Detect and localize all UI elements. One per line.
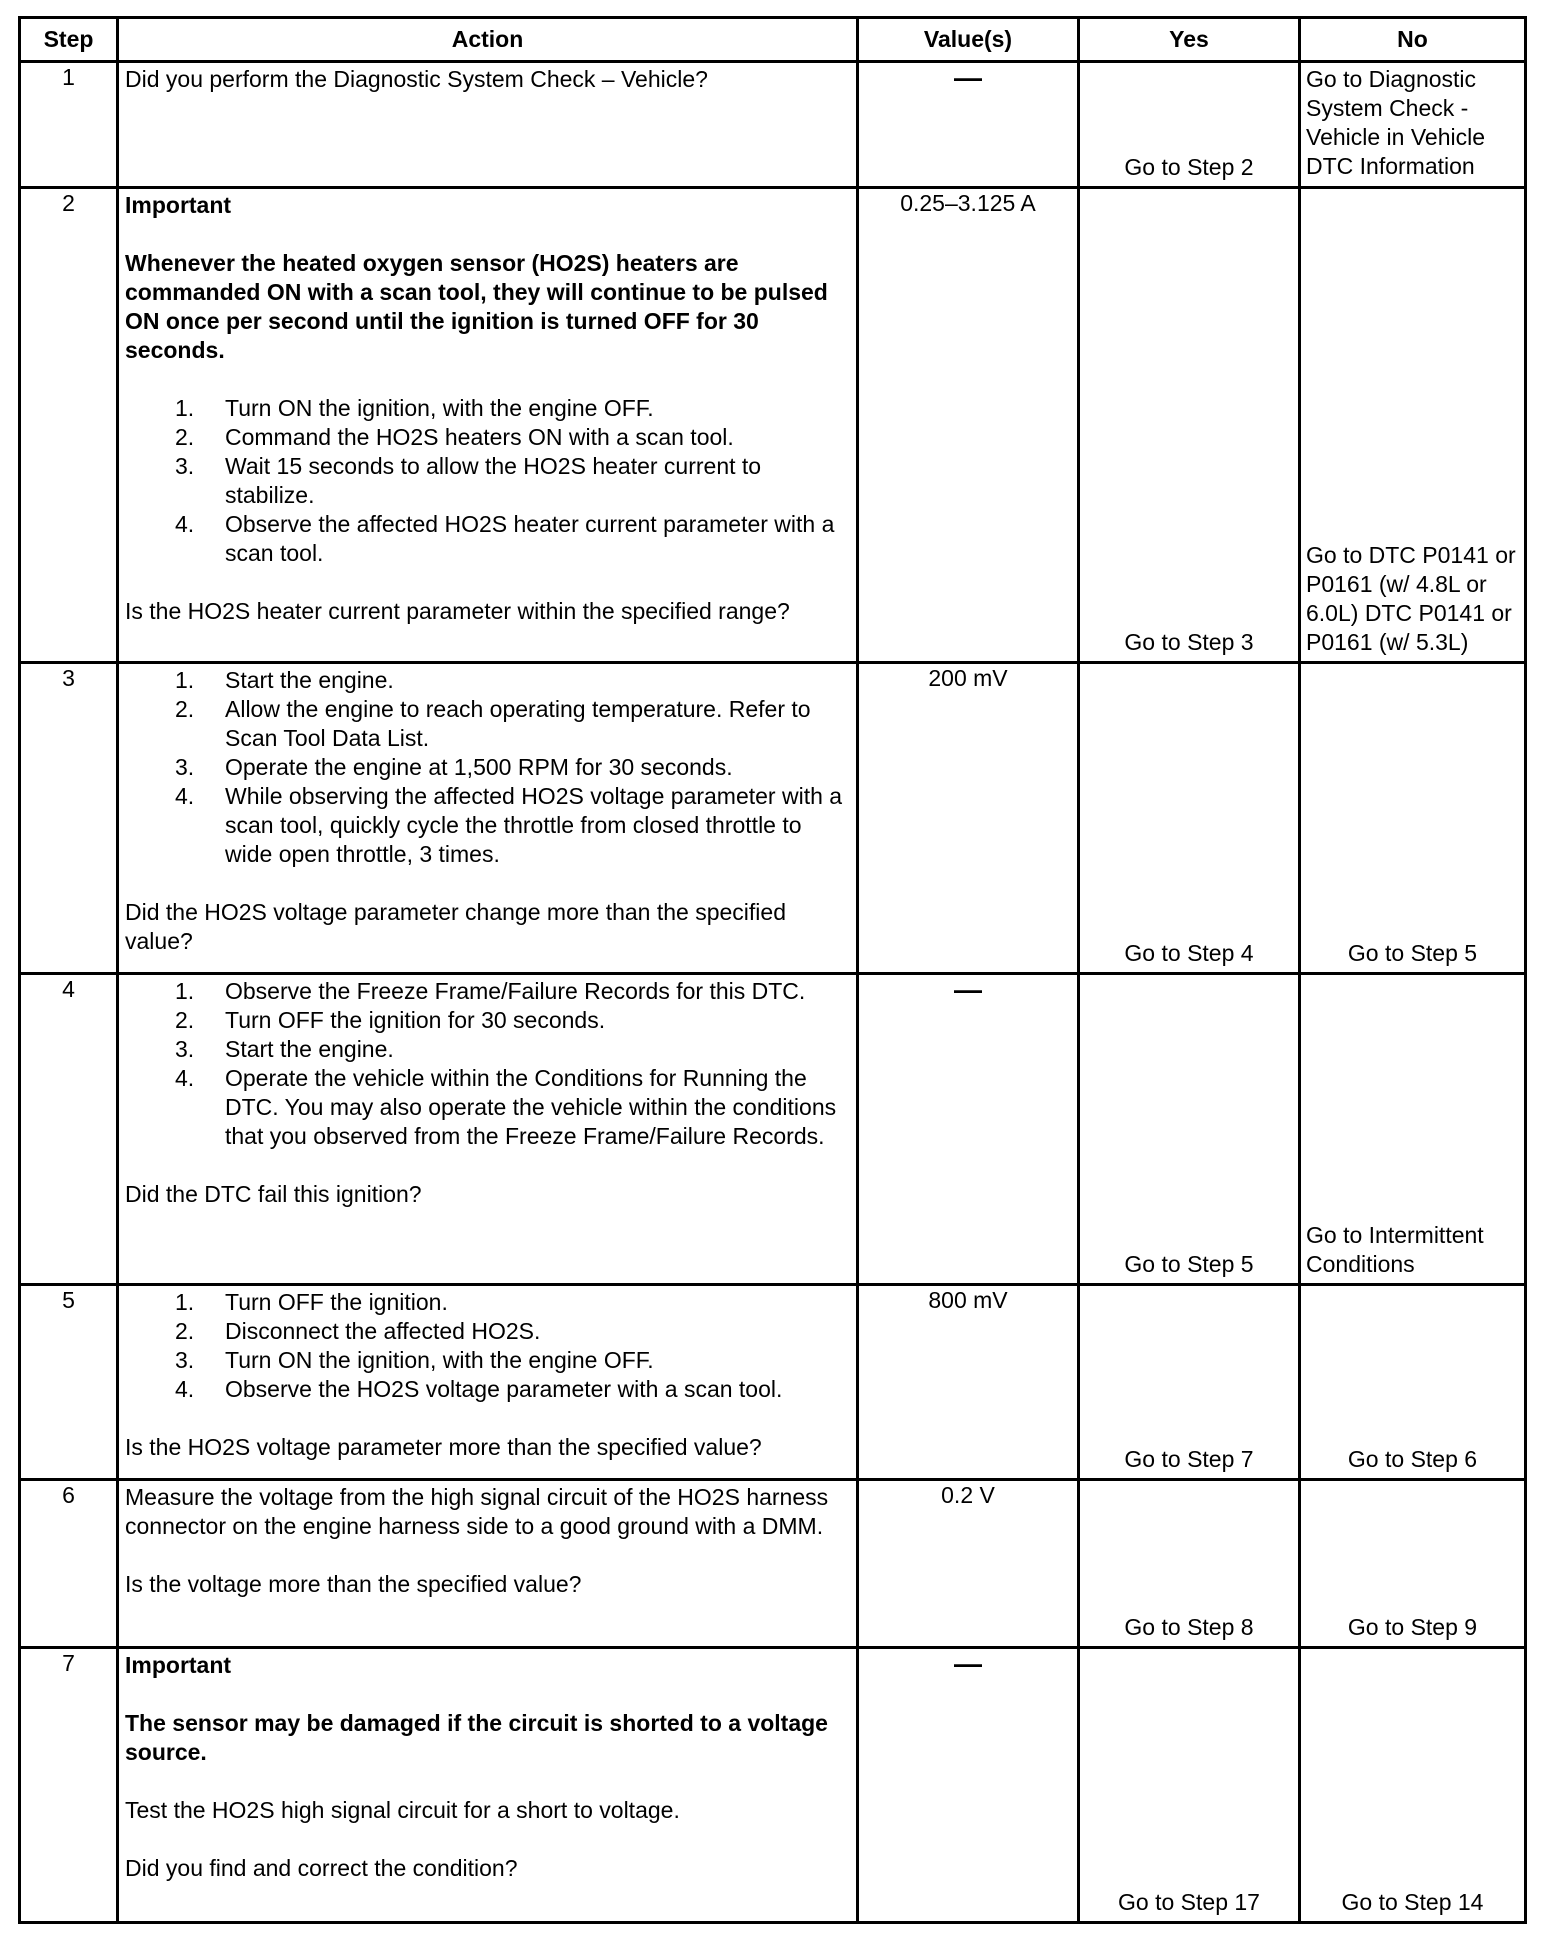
value-cell <box>858 1648 1079 1923</box>
list-item: 4. Observe the HO2S voltage parameter with a scan tool. <box>175 1376 783 1402</box>
no-link[interactable]: Go to Step 5 <box>1347 940 1478 966</box>
table-row-step-6 <box>20 1480 1526 1648</box>
yes-cell <box>1079 1285 1300 1480</box>
instruction-text: Test the HO2S high signal circuit for a short to voltage. <box>125 1797 680 1823</box>
list-item: 3. Wait 15 seconds to allow the HO2S heater current to stabilize. <box>175 453 762 508</box>
list-item: 1. Observe the Freeze Frame/Failure Records for this DTC. <box>175 978 806 1004</box>
list-item: 1. Start the engine. <box>175 667 394 693</box>
no-cell <box>1300 974 1526 1285</box>
value-text: — <box>954 62 982 93</box>
procedure-list <box>125 394 850 568</box>
yes-link[interactable]: Go to Step 4 <box>1124 940 1254 966</box>
important-text: The sensor may be damaged if the circuit is shorted to a voltage source. <box>125 1710 828 1765</box>
value-cell <box>858 663 1079 974</box>
yes-link[interactable]: Go to Step 17 <box>1118 1889 1260 1915</box>
procedure-list <box>125 666 850 869</box>
step-number: 5 <box>20 1285 118 1480</box>
no-link[interactable]: Go to Step 9 <box>1347 1614 1478 1640</box>
list-item: 4. Observe the affected HO2S heater current parameter with a scan tool. <box>175 511 835 566</box>
list-item: 2. Command the HO2S heaters ON with a scan tool. <box>175 424 734 450</box>
action-cell <box>118 62 858 188</box>
no-cell <box>1300 1285 1526 1480</box>
no-cell <box>1300 188 1526 663</box>
step-number: 1 <box>20 62 118 188</box>
no-cell <box>1300 1648 1526 1923</box>
step-number: 3 <box>20 663 118 974</box>
no-link[interactable]: Go to Intermittent Conditions <box>1306 1222 1484 1277</box>
table-row-step-3 <box>20 663 1526 974</box>
yes-cell <box>1079 1648 1300 1923</box>
list-item: 4. While observing the affected HO2S voltage parameter with a scan tool, quickly cycle the throttle from closed throttle to wide open throttle, 3 times. <box>175 783 843 867</box>
yes-link[interactable]: Go to Step 5 <box>1124 1251 1254 1277</box>
no-link[interactable]: Go to Diagnostic System Check - Vehicle in Vehicle DTC Information <box>1306 66 1486 179</box>
question-text: Is the HO2S heater current parameter within the specified range? <box>125 598 790 624</box>
no-link[interactable]: Go to Step 6 <box>1347 1446 1478 1472</box>
no-cell <box>1300 62 1526 188</box>
table-row-step-7 <box>20 1648 1526 1923</box>
yes-link[interactable]: Go to Step 8 <box>1124 1614 1254 1640</box>
action-cell <box>118 974 858 1285</box>
table-row-step-4 <box>20 974 1526 1285</box>
no-link[interactable]: Go to Step 14 <box>1341 1889 1484 1915</box>
value-cell <box>858 188 1079 663</box>
list-item: 2. Turn OFF the ignition for 30 seconds. <box>175 1007 606 1033</box>
value-text: 0.2 V <box>941 1482 995 1508</box>
header-yes: Yes <box>1079 18 1300 62</box>
yes-cell <box>1079 974 1300 1285</box>
no-cell <box>1300 663 1526 974</box>
question-text: Is the voltage more than the specified value? <box>125 1571 582 1597</box>
list-item: 2. Disconnect the affected HO2S. <box>175 1318 541 1344</box>
header-values: Value(s) <box>858 18 1079 62</box>
value-text: — <box>954 974 982 1005</box>
list-item: 1. Turn OFF the ignition. <box>175 1289 448 1315</box>
yes-cell <box>1079 62 1300 188</box>
question-text: Did the HO2S voltage parameter change more than the specified value? <box>125 899 786 954</box>
step-number: 7 <box>20 1648 118 1923</box>
value-cell <box>858 62 1079 188</box>
action-cell <box>118 1648 858 1923</box>
step-number: 4 <box>20 974 118 1285</box>
list-item: 3. Operate the engine at 1,500 RPM for 30 seconds. <box>175 754 733 780</box>
yes-cell <box>1079 663 1300 974</box>
action-text: Did you perform the Diagnostic System Check – Vehicle? <box>125 66 708 92</box>
step-number: 6 <box>20 1480 118 1648</box>
yes-link[interactable]: Go to Step 2 <box>1124 154 1254 180</box>
action-cell <box>118 1285 858 1480</box>
diagnostic-table <box>18 16 1527 1924</box>
yes-cell <box>1079 188 1300 663</box>
list-item: 2. Allow the engine to reach operating temperature. Refer to Scan Tool Data List. <box>175 696 811 751</box>
question-text: Did you find and correct the condition? <box>125 1855 518 1881</box>
value-text: 200 mV <box>928 665 1008 691</box>
header-action: Action <box>118 18 858 62</box>
header-step: Step <box>20 18 118 62</box>
header-no: No <box>1300 18 1526 62</box>
step-number: 2 <box>20 188 118 663</box>
list-item: 3. Turn ON the ignition, with the engine OFF. <box>175 1347 654 1373</box>
value-text: 0.25–3.125 A <box>900 190 1036 216</box>
value-cell <box>858 1480 1079 1648</box>
yes-link[interactable]: Go to Step 7 <box>1124 1446 1254 1472</box>
action-text: Measure the voltage from the high signal circuit of the HO2S harness connector on the engine harness side to a good ground with a DMM. <box>125 1484 829 1539</box>
list-item: 3. Start the engine. <box>175 1036 394 1062</box>
yes-link[interactable]: Go to Step 3 <box>1124 629 1254 655</box>
action-cell <box>118 188 858 663</box>
action-cell <box>118 1480 858 1648</box>
value-text: 800 mV <box>928 1287 1008 1313</box>
important-text: Whenever the heated oxygen sensor (HO2S) heaters are commanded ON with a scan tool, they will continue to be pulsed ON once per second until the ignition is turned OFF for 30 seconds. <box>125 250 828 363</box>
value-text: — <box>954 1648 982 1679</box>
yes-cell <box>1079 1480 1300 1648</box>
question-text: Is the HO2S voltage parameter more than the specified value? <box>125 1434 762 1460</box>
list-item: 1. Turn ON the ignition, with the engine OFF. <box>175 395 654 421</box>
no-link[interactable]: Go to DTC P0141 or P0161 (w/ 4.8L or 6.0L) DTC P0141 or P0161 (w/ 5.3L) <box>1306 542 1516 655</box>
no-cell <box>1300 1480 1526 1648</box>
procedure-list <box>125 1288 850 1404</box>
question-text: Did the DTC fail this ignition? <box>125 1181 422 1207</box>
action-cell <box>118 663 858 974</box>
header-row <box>20 18 1526 62</box>
important-label: Important <box>125 192 232 218</box>
table-row-step-2 <box>20 188 1526 663</box>
procedure-list <box>125 977 850 1151</box>
table-row-step-1 <box>20 62 1526 188</box>
table-row-step-5 <box>20 1285 1526 1480</box>
important-label: Important <box>125 1652 232 1678</box>
value-cell <box>858 974 1079 1285</box>
value-cell <box>858 1285 1079 1480</box>
list-item: 4. Operate the vehicle within the Conditions for Running the DTC. You may also operate the vehicle within the conditions that you observed from the Freeze Frame/Failure Records. <box>175 1065 837 1149</box>
